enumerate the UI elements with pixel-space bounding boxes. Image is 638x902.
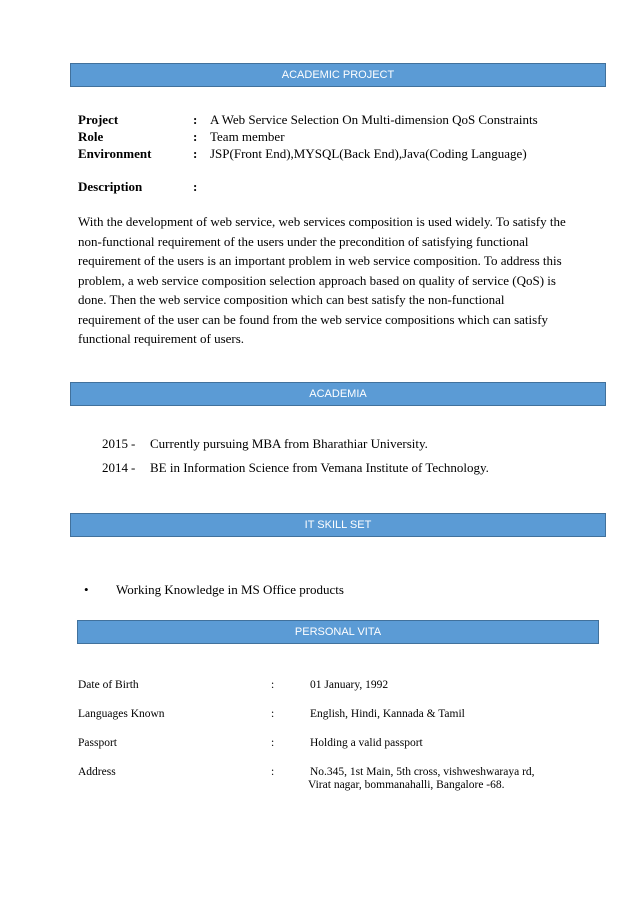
- academia-header: ACADEMIA: [70, 382, 606, 406]
- description-colon: :: [193, 179, 198, 194]
- address-colon: :: [271, 766, 275, 778]
- description-row: [0, 179, 638, 197]
- skill-list-item: [0, 582, 638, 600]
- role-value: Team member: [210, 129, 285, 144]
- personal-row: [0, 679, 638, 695]
- academia-text: Currently pursuing MBA from Bharathiar University.: [150, 436, 428, 451]
- academia-year: 2014: [102, 460, 128, 475]
- personal-row: [0, 737, 638, 753]
- academia-year: 2015: [102, 436, 128, 451]
- academic-project-header: ACADEMIC PROJECT: [70, 63, 606, 87]
- academia-item: [0, 460, 638, 478]
- personal-vita-header: PERSONAL VITA: [77, 620, 599, 644]
- languages-value: English, Hindi, Kannada & Tamil: [310, 708, 465, 720]
- dob-colon: :: [271, 679, 275, 691]
- languages-colon: :: [271, 708, 275, 720]
- personal-row: [0, 708, 638, 724]
- it-skill-set-header: IT SKILL SET: [70, 513, 606, 537]
- languages-label: Languages Known: [78, 708, 165, 720]
- role-label: Role: [78, 129, 104, 144]
- dob-label: Date of Birth: [78, 679, 139, 691]
- role-colon: :: [193, 129, 198, 144]
- address-value: No.345, 1st Main, 5th cross, vishweshwaraya rd,: [310, 766, 535, 778]
- project-value: A Web Service Selection On Multi-dimension QoS Constraints: [210, 112, 538, 127]
- address-value-line2: Virat nagar, bommanahalli, Bangalore -68.: [308, 779, 505, 791]
- description-text: With the development of web service, web services composition is used widely. To satisfy the non-functional requirement of the users under the precondition of satisfying functional requirement of the users is an important problem in web service composition. To address this problem, a web service composition selection approach based on quality of service (QoS) is done. Then the web service composition which can best satisfy the non-functional requirement of the user can be found from the web service compositions which can satisfy functional requirement of users.: [78, 214, 566, 346]
- academia-dash: -: [131, 436, 136, 451]
- environment-row: [0, 146, 638, 164]
- role-row: [0, 129, 638, 147]
- academia-item: [0, 436, 638, 454]
- bullet-icon: •: [84, 582, 89, 597]
- academia-dash: -: [131, 460, 136, 475]
- skill-text: Working Knowledge in MS Office products: [116, 582, 344, 597]
- personal-row: [0, 766, 638, 800]
- environment-label: Environment: [78, 146, 152, 161]
- address-label: Address: [78, 766, 116, 778]
- environment-colon: :: [193, 146, 198, 161]
- project-label: Project: [78, 112, 119, 127]
- project-colon: :: [193, 112, 198, 127]
- academia-text: BE in Information Science from Vemana Institute of Technology.: [150, 460, 489, 475]
- dob-value: 01 January, 1992: [310, 679, 389, 691]
- passport-label: Passport: [78, 737, 117, 749]
- description-label: Description: [78, 179, 143, 194]
- environment-value: JSP(Front End),MYSQL(Back End),Java(Coding Language): [210, 146, 527, 161]
- passport-colon: :: [271, 737, 275, 749]
- project-row: [0, 112, 638, 130]
- passport-value: Holding a valid passport: [310, 737, 423, 749]
